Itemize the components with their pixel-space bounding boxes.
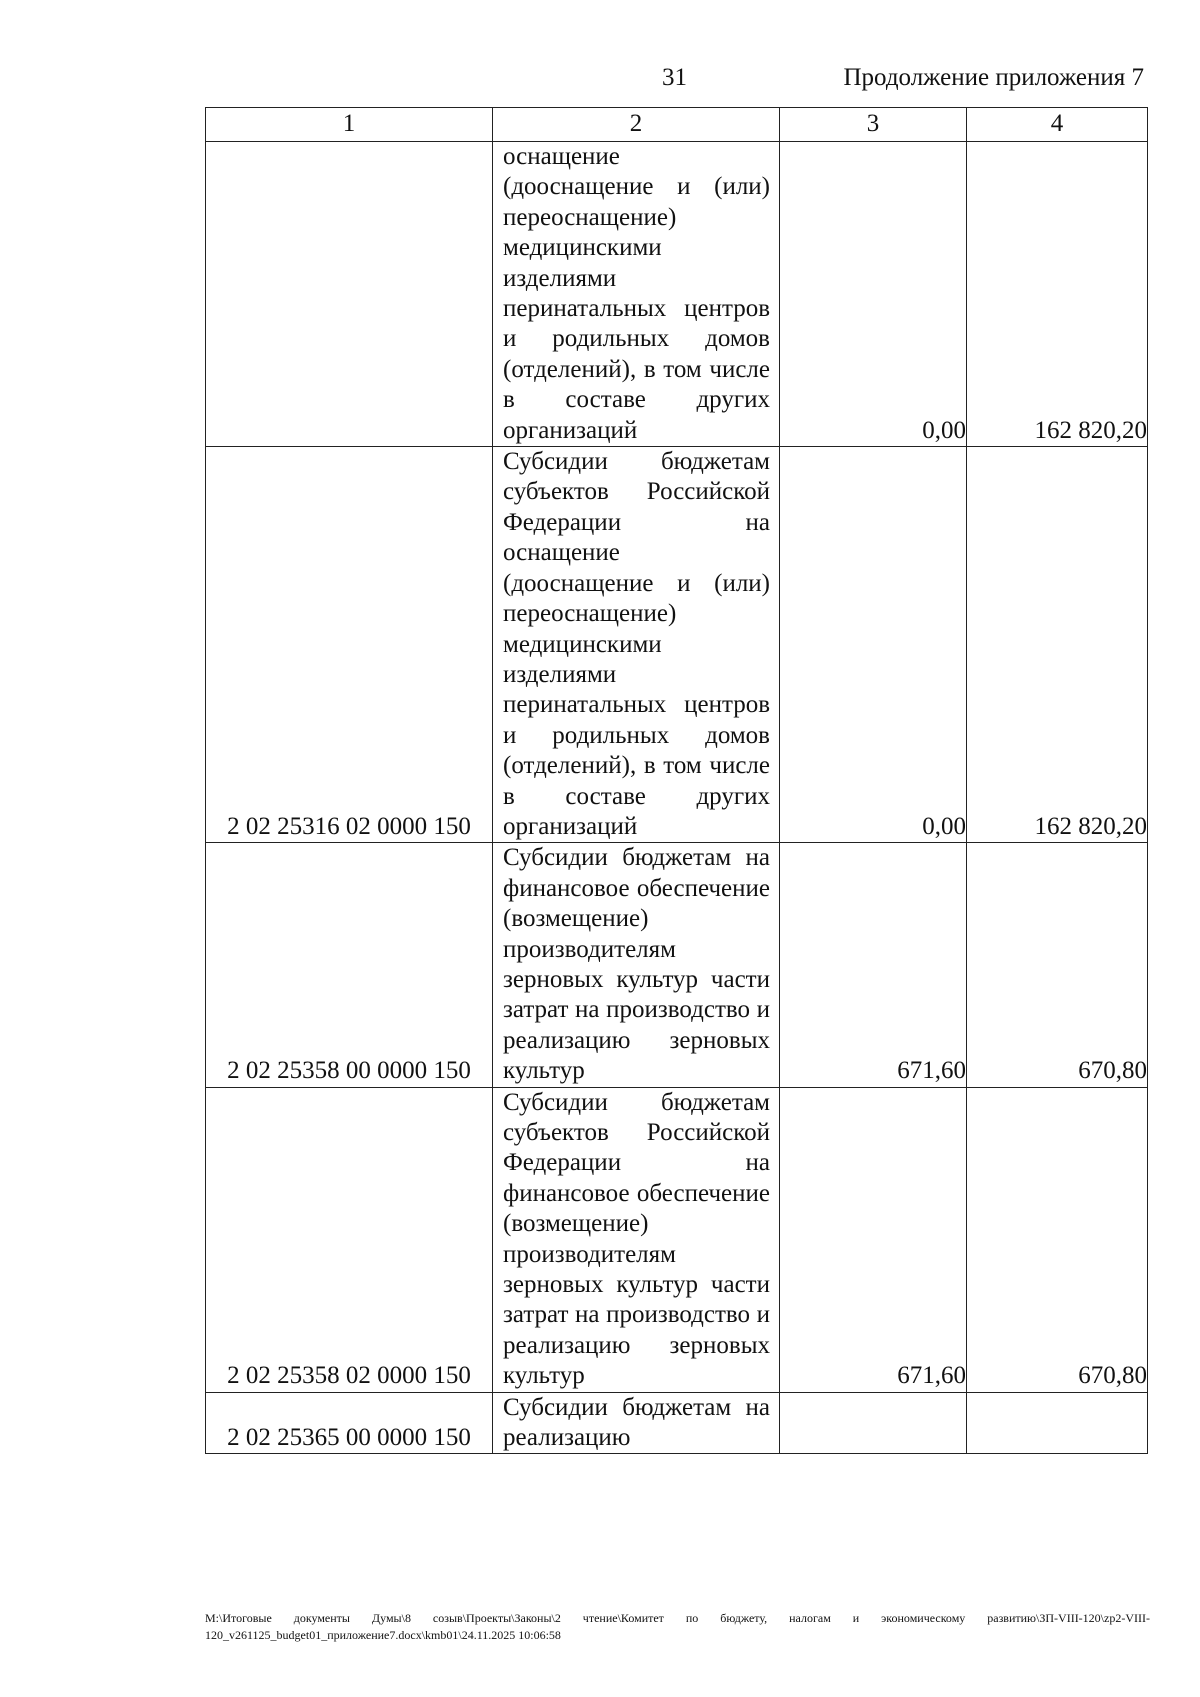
row-code: 2 02 25365 00 0000 150 bbox=[206, 1392, 493, 1454]
row-description: Субсидии бюджетам субъектов Российской Федерации на финансовое обеспечение (возмещение) производителям зерновых культур части затрат на производство и реализацию зерновых культур bbox=[503, 1088, 770, 1390]
column-header-3: 3 bbox=[780, 108, 967, 142]
column-header-1: 1 bbox=[206, 108, 493, 142]
row-code bbox=[206, 142, 493, 447]
row-value-col3 bbox=[780, 1392, 967, 1454]
row-description: Субсидии бюджетам на реализацию bbox=[503, 1393, 770, 1452]
table-row bbox=[206, 142, 1148, 447]
row-value-col4: 670,80 bbox=[967, 1087, 1148, 1392]
page-number: 31 bbox=[662, 64, 687, 91]
table-row bbox=[206, 447, 1148, 843]
budget-table bbox=[205, 107, 1148, 1454]
row-description-cell bbox=[493, 142, 780, 447]
row-value-col3: 671,60 bbox=[780, 843, 967, 1087]
row-value-col3: 671,60 bbox=[780, 1087, 967, 1392]
row-description-cell bbox=[493, 1392, 780, 1454]
row-value-col4: 162 820,20 bbox=[967, 142, 1148, 447]
row-description-cell bbox=[493, 1087, 780, 1392]
row-value-col4: 162 820,20 bbox=[967, 447, 1148, 843]
file-path-footer: M:\Итоговые документы Думы\8 созыв\Проекты\Законы\2 чтение\Комитет по бюджету, налогам и экономическому развитию\ЗП-VIII-120\zp2-VIII-120_v261125_budget01_приложение7.docx\kmb01\24.11.2025 10:06:58 bbox=[205, 1611, 1150, 1642]
table-row bbox=[206, 1087, 1148, 1392]
row-code: 2 02 25358 00 0000 150 bbox=[206, 843, 493, 1087]
row-description-cell bbox=[493, 447, 780, 843]
column-header-2: 2 bbox=[493, 108, 780, 142]
table-header-row bbox=[206, 108, 1148, 142]
row-description-cell bbox=[493, 843, 780, 1087]
row-code: 2 02 25316 02 0000 150 bbox=[206, 447, 493, 843]
row-description: Субсидии бюджетам на финансовое обеспечение (возмещение) производителям зерновых культур части затрат на производство и реализацию зерновых культур bbox=[503, 844, 770, 1085]
table-row bbox=[206, 1392, 1148, 1454]
row-value-col4 bbox=[967, 1392, 1148, 1454]
continuation-title: Продолжение приложения 7 bbox=[843, 64, 1144, 91]
row-code: 2 02 25358 02 0000 150 bbox=[206, 1087, 493, 1392]
table-row bbox=[206, 843, 1148, 1087]
row-value-col4: 670,80 bbox=[967, 843, 1148, 1087]
column-header-4: 4 bbox=[967, 108, 1148, 142]
row-description: оснащение (дооснащение и (или) переоснащение) медицинскими изделиями перинатальных центров и родильных домов (отделений), в том числе в составе других организаций bbox=[503, 143, 770, 444]
row-value-col3: 0,00 bbox=[780, 142, 967, 447]
row-description: Субсидии бюджетам субъектов Российской Федерации на оснащение (дооснащение и (или) переоснащение) медицинскими изделиями перинатальных центров и родильных домов (отделений), в том числе в составе других организаций bbox=[503, 448, 770, 840]
row-value-col3: 0,00 bbox=[780, 447, 967, 843]
